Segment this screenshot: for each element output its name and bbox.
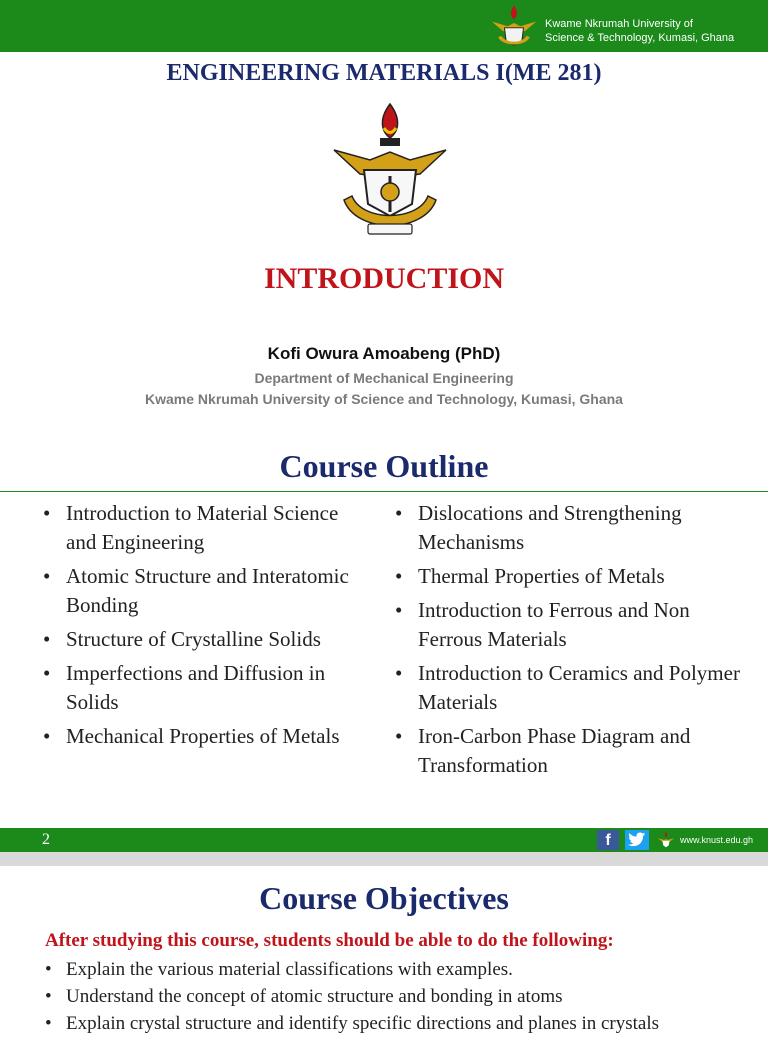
course-objectives-title: Course Objectives [259,880,509,916]
outline-list-right [395,499,755,785]
objective-item: • Explain crystal structure and identify specific directions and planes in crystals [45,1010,768,1037]
objectives-list [45,956,768,1037]
outline-item: • Structure of Crystalline Solids [43,625,373,654]
outline-item: • Dislocations and Strengthening Mechanisms [395,499,755,557]
twitter-icon[interactable] [625,830,649,850]
outline-item: • Atomic Structure and Interatomic Bonding [43,562,373,620]
outline-item: • Introduction to Material Science and Engineering [43,499,373,557]
knust-crest-logo-icon [330,100,450,248]
header-bar [0,0,768,52]
divider [0,491,768,492]
header-university-line2: Science & Technology, Kumasi, Ghana [545,32,735,44]
department-name: Department of Mechanical Engineering [254,370,514,386]
objectives-intro: After studying this course, students should be able to do the following: [45,930,614,951]
objective-item: • Explain the various material classifications with examples. [45,956,768,983]
facebook-icon[interactable]: f [597,830,619,850]
website-link[interactable]: www.knust.edu.gh [680,835,754,845]
outline-item: • Introduction to Ceramics and Polymer Materials [395,659,755,717]
outline-item: • Iron-Carbon Phase Diagram and Transformation [395,722,755,780]
outline-item: • Introduction to Ferrous and Non Ferrous Materials [395,596,755,654]
outline-item: • Thermal Properties of Metals [395,562,755,591]
author-name: Kofi Owura Amoabeng (PhD) [267,344,501,363]
objective-item: • Understand the concept of atomic structure and bonding in atoms [45,983,768,1010]
slide-heading: INTRODUCTION [263,262,505,295]
outline-item: • Imperfections and Diffusion in Solids [43,659,373,717]
outline-list-left [43,499,373,756]
page-number: 2 [42,831,50,848]
knust-crest-icon [490,4,538,50]
outline-item: • Mechanical Properties of Metals [43,722,373,751]
university-name: Kwame Nkrumah University of Science and Technology, Kumasi, Ghana [145,391,623,407]
header-university-line1: Kwame Nkrumah University of [545,18,693,30]
slide-separator [0,852,768,866]
knust-mini-crest-icon [657,831,675,849]
course-outline-title: Course Outline [279,448,489,484]
footer-bar [0,828,768,852]
course-title: ENGINEERING MATERIALS I(ME 281) [166,60,602,86]
